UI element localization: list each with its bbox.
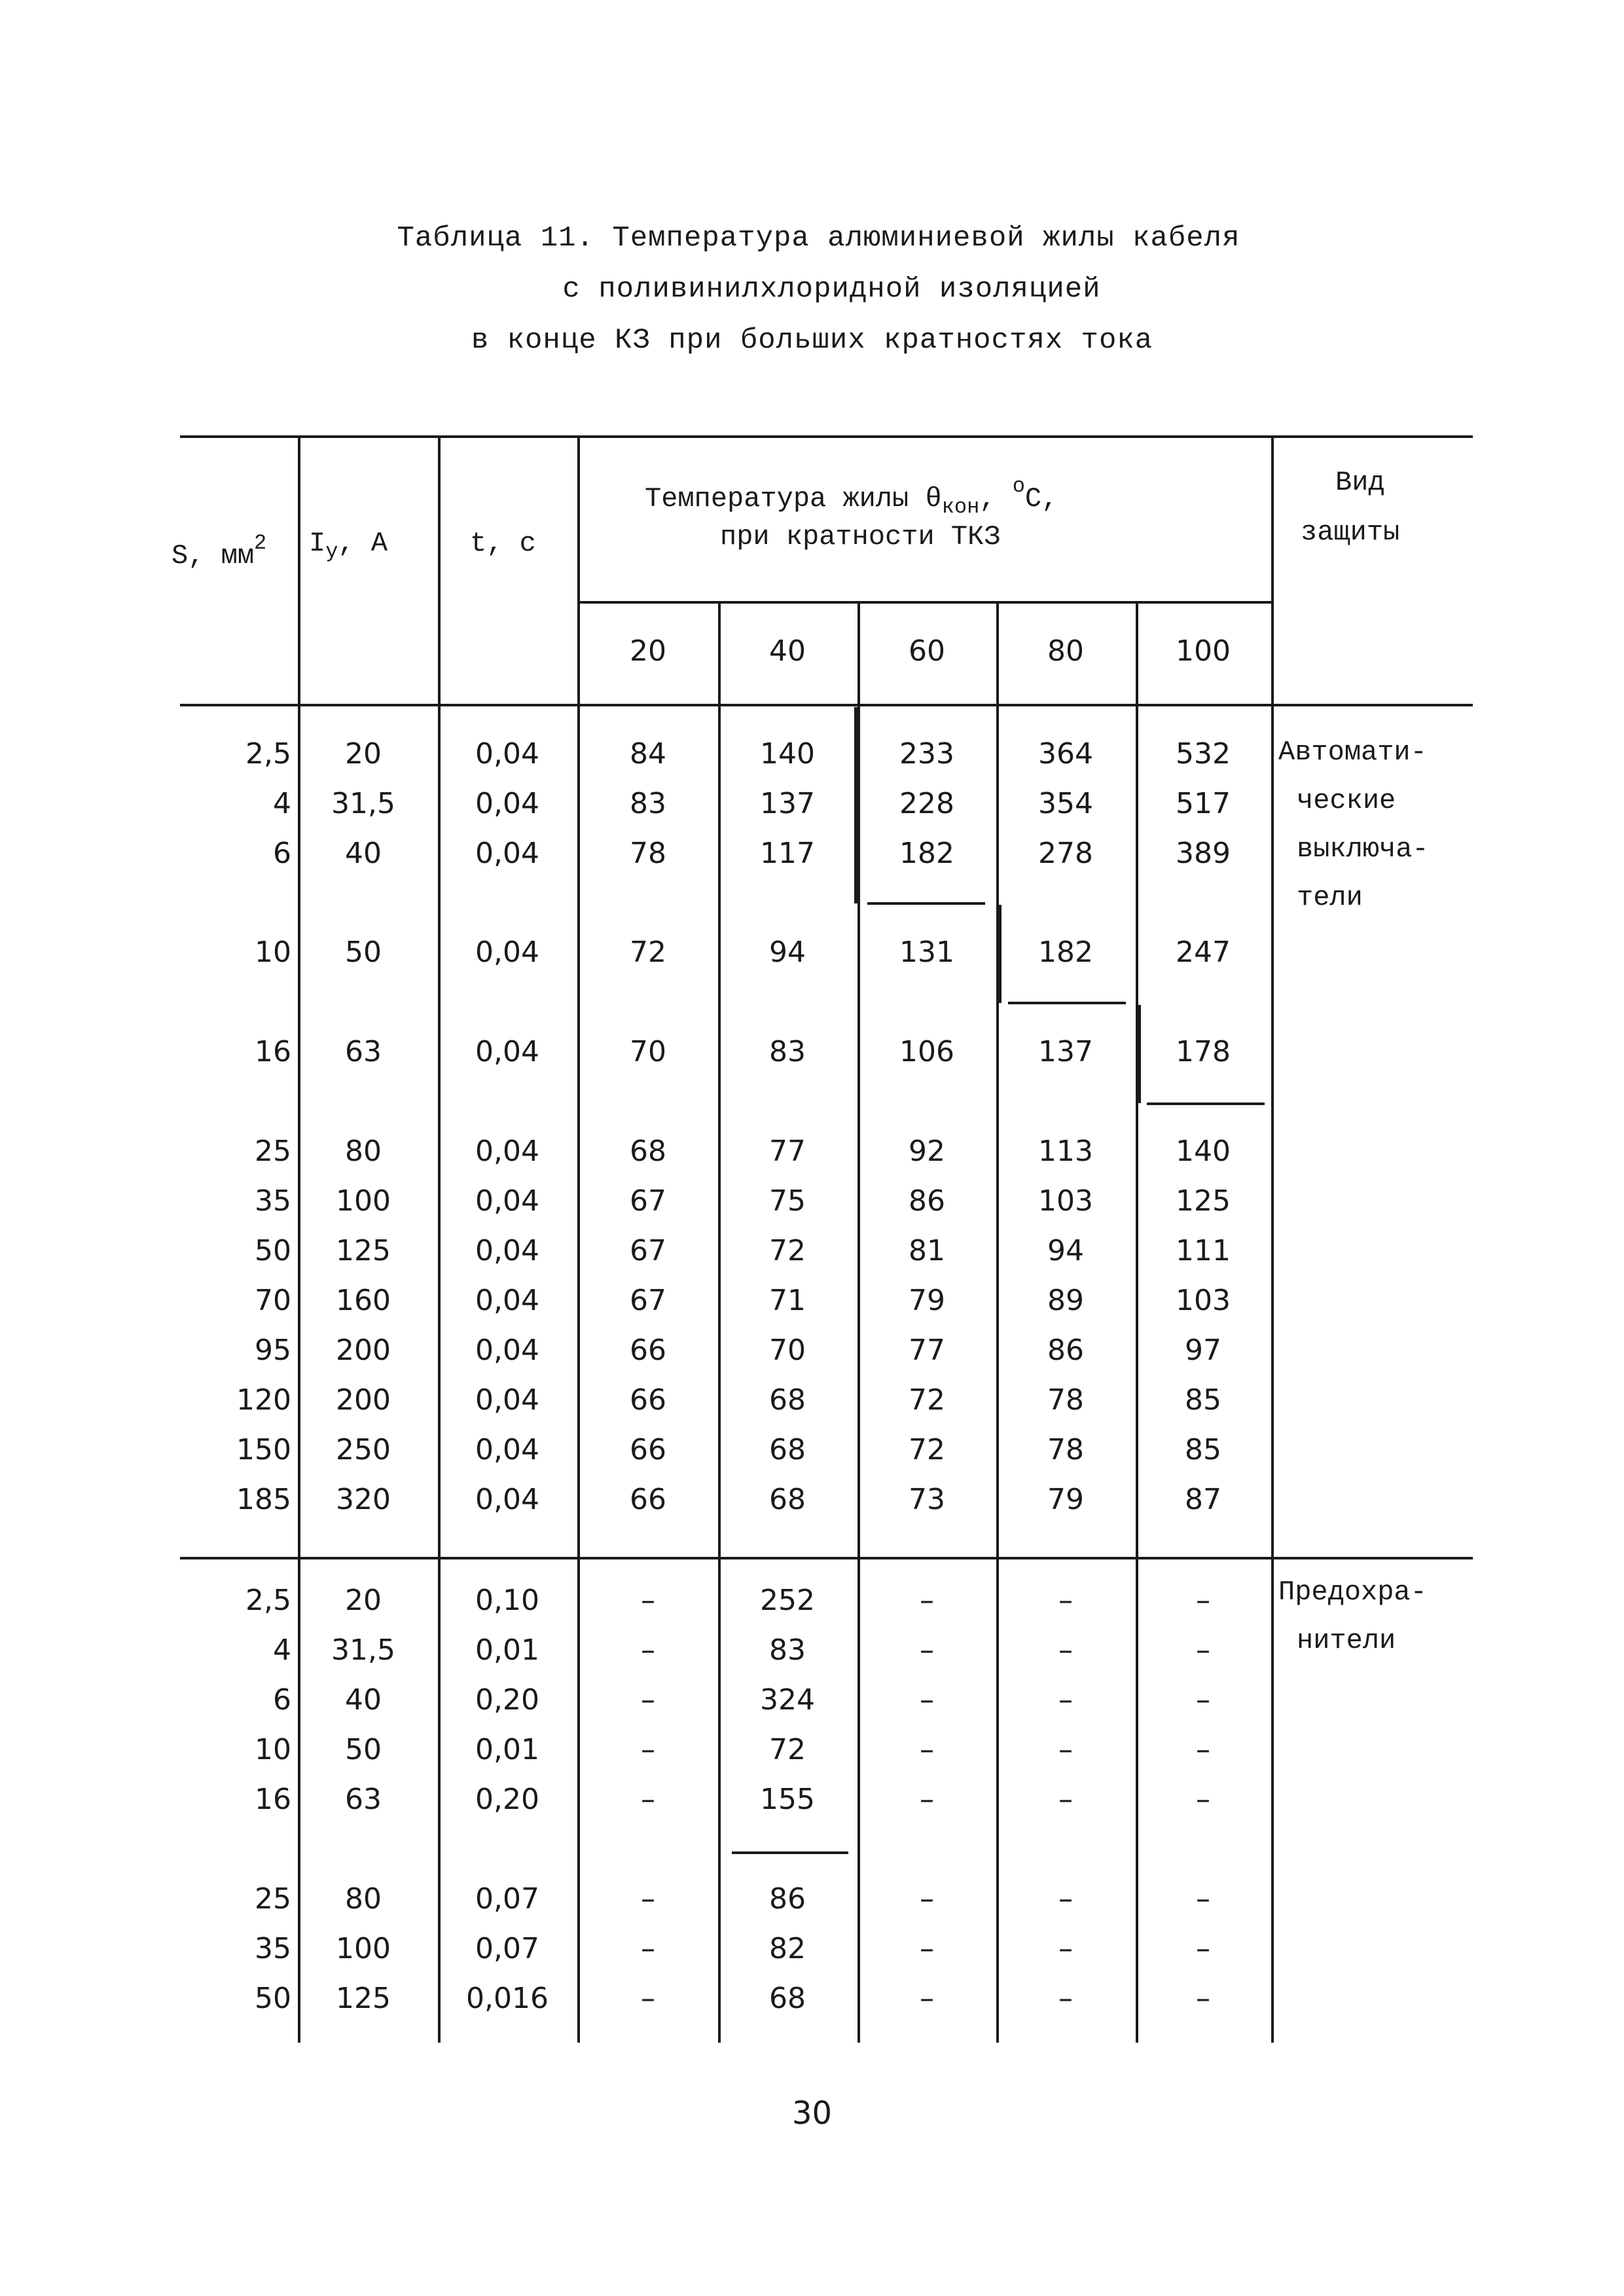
fuses-cell-temp-60: – [920, 1633, 934, 1667]
col-divider-7 [1136, 601, 1138, 2043]
step-boundary-h1 [867, 902, 985, 905]
header-temp-a: Температура жилы θ [645, 483, 942, 515]
breakers-cell-current: 20 [345, 737, 382, 771]
fuses-cell-temp-80: – [1058, 1733, 1073, 1766]
breakers-cell-temp-60: 182 [899, 837, 954, 870]
breakers-cell-temp-100: 532 [1176, 737, 1231, 771]
multiple-header-cell: 80 [1047, 634, 1084, 668]
breakers-cell-temp-100: 111 [1176, 1234, 1231, 1267]
header-t: t, c [470, 528, 536, 559]
col-divider-2 [438, 435, 441, 2043]
header-temp-c: C, [1024, 483, 1058, 515]
header-s-label: S, мм [171, 540, 255, 572]
fuses-cell-cross-section: 10 [255, 1733, 291, 1766]
breakers-cell-temp-100: 103 [1176, 1284, 1231, 1317]
protection-breakers-line: Автомати- [1278, 737, 1427, 768]
breakers-cell-cross-section: 120 [236, 1383, 291, 1417]
fuses-cell-temp-20: – [641, 1683, 655, 1717]
col-divider-1 [298, 435, 300, 2043]
fuses-cell-temp-40: 68 [769, 1982, 806, 2015]
breakers-cell-current: 50 [345, 936, 382, 969]
fuses-cell-temp-100: – [1196, 1932, 1210, 1965]
breakers-cell-temp-100: 85 [1185, 1433, 1221, 1467]
breakers-cell-temp-100: 178 [1176, 1035, 1231, 1068]
breakers-cell-time: 0,04 [475, 1383, 539, 1417]
header-bottom-rule [180, 704, 1473, 706]
breakers-cell-cross-section: 4 [273, 787, 291, 820]
fuses-cell-cross-section: 25 [255, 1882, 291, 1916]
fuses-cell-time: 0,01 [475, 1633, 539, 1667]
breakers-cell-temp-40: 70 [769, 1334, 806, 1367]
breakers-cell-time: 0,04 [475, 1433, 539, 1467]
fuses-cell-temp-40: 83 [769, 1633, 806, 1667]
step-boundary-h2 [1008, 1002, 1126, 1004]
caption-line-2: с поливинилхлоридной изоляцией [562, 273, 1101, 306]
fuses-cell-temp-40: 72 [769, 1733, 806, 1766]
breakers-cell-time: 0,04 [475, 1035, 539, 1068]
breakers-cell-temp-20: 66 [630, 1433, 666, 1467]
breakers-cell-temp-40: 94 [769, 936, 806, 969]
protection-fuses-line: Предохра- [1278, 1576, 1427, 1608]
protection-fuses [1278, 1568, 1427, 1665]
breakers-cell-temp-20: 67 [630, 1284, 666, 1317]
step-boundary-h4 [732, 1851, 848, 1854]
multiple-header-cell: 60 [909, 634, 945, 668]
breakers-cell-time: 0,04 [475, 936, 539, 969]
breakers-cell-temp-20: 83 [630, 787, 666, 820]
fuses-cell-temp-100: – [1196, 1882, 1210, 1916]
breakers-cell-temp-20: 78 [630, 837, 666, 870]
step-boundary-v3 [1138, 1005, 1141, 1103]
breakers-cell-temp-80: 94 [1047, 1234, 1084, 1267]
header-iy [309, 527, 388, 568]
breakers-cell-time: 0,04 [475, 1284, 539, 1317]
breakers-cell-temp-20: 66 [630, 1383, 666, 1417]
caption-line-3: в конце КЗ при больших кратностях тока [471, 324, 1153, 357]
col-divider-8 [1271, 435, 1274, 2043]
fuses-cell-temp-60: – [920, 1584, 934, 1617]
breakers-cell-temp-100: 140 [1176, 1135, 1231, 1168]
breakers-cell-temp-80: 113 [1038, 1135, 1093, 1168]
breakers-cell-temp-80: 182 [1038, 936, 1093, 969]
fuses-cell-temp-100: – [1196, 1733, 1210, 1766]
fuses-cell-cross-section: 6 [273, 1683, 291, 1717]
breakers-cell-current: 160 [336, 1284, 391, 1317]
breakers-cell-temp-60: 72 [909, 1433, 945, 1467]
fuses-cell-temp-60: – [920, 1733, 934, 1766]
breakers-cell-temp-80: 103 [1038, 1184, 1093, 1218]
breakers-cell-temp-60: 73 [909, 1483, 945, 1516]
fuses-cell-temp-60: – [920, 1932, 934, 1965]
breakers-cell-temp-40: 137 [760, 787, 815, 820]
header-iy-label: I [309, 528, 326, 559]
header-iy-sub: y [325, 539, 338, 564]
fuses-cell-temp-80: – [1058, 1783, 1073, 1816]
breakers-cell-temp-60: 81 [909, 1234, 945, 1267]
fuses-cell-current: 80 [345, 1882, 382, 1916]
fuses-cell-temp-20: – [641, 1733, 655, 1766]
breakers-cell-temp-60: 92 [909, 1135, 945, 1168]
fuses-cell-temp-20: – [641, 1932, 655, 1965]
breakers-cell-current: 200 [336, 1383, 391, 1417]
fuses-cell-temp-60: – [920, 1683, 934, 1717]
breakers-cell-temp-100: 87 [1185, 1483, 1221, 1516]
breakers-cell-temp-100: 247 [1176, 936, 1231, 969]
protection-breakers [1278, 728, 1429, 922]
protection-breakers-line: ческие [1297, 785, 1396, 816]
protection-breakers-line: тели [1297, 882, 1363, 913]
breakers-cell-current: 125 [336, 1234, 391, 1267]
fuses-cell-temp-40: 82 [769, 1932, 806, 1965]
breakers-cell-temp-40: 75 [769, 1184, 806, 1218]
header-temperature-line-2: при кратности ТКЗ [720, 521, 1001, 553]
breakers-cell-temp-80: 364 [1038, 737, 1093, 771]
header-s [171, 527, 266, 572]
breakers-cell-temp-60: 131 [899, 936, 954, 969]
fuses-cell-temp-80: – [1058, 1683, 1073, 1717]
fuses-cell-temp-100: – [1196, 1783, 1210, 1816]
multiple-header-cell: 100 [1176, 634, 1231, 668]
fuses-cell-temp-100: – [1196, 1584, 1210, 1617]
breakers-cell-temp-100: 125 [1176, 1184, 1231, 1218]
header-multiples-rule [577, 601, 1271, 604]
breakers-cell-temp-100: 97 [1185, 1334, 1221, 1367]
breakers-cell-temp-80: 89 [1047, 1284, 1084, 1317]
breakers-cell-current: 100 [336, 1184, 391, 1218]
breakers-cell-temp-80: 78 [1047, 1383, 1084, 1417]
breakers-cell-cross-section: 95 [255, 1334, 291, 1367]
breakers-cell-time: 0,04 [475, 1184, 539, 1218]
breakers-cell-temp-80: 78 [1047, 1433, 1084, 1467]
step-boundary-v1 [854, 707, 857, 903]
fuses-cell-time: 0,07 [475, 1882, 539, 1916]
fuses-cell-current: 50 [345, 1733, 382, 1766]
breakers-cell-temp-20: 72 [630, 936, 666, 969]
fuses-cell-time: 0,016 [466, 1982, 549, 2015]
breakers-cell-temp-40: 72 [769, 1234, 806, 1267]
breakers-cell-temp-60: 79 [909, 1284, 945, 1317]
breakers-cell-temp-60: 228 [899, 787, 954, 820]
breakers-cell-temp-80: 278 [1038, 837, 1093, 870]
breakers-cell-time: 0,04 [475, 1334, 539, 1367]
breakers-cell-temp-40: 117 [760, 837, 815, 870]
section-divider-rule [180, 1557, 1473, 1559]
fuses-cell-time: 0,10 [475, 1584, 539, 1617]
breakers-cell-temp-60: 72 [909, 1383, 945, 1417]
fuses-cell-temp-20: – [641, 1882, 655, 1916]
breakers-cell-current: 320 [336, 1483, 391, 1516]
fuses-cell-cross-section: 35 [255, 1932, 291, 1965]
breakers-cell-temp-20: 68 [630, 1135, 666, 1168]
caption-line-1: Таблица 11. Температура алюминиевой жилы кабеля [397, 222, 1240, 255]
page-number: 30 [791, 2095, 833, 2132]
breakers-cell-temp-20: 66 [630, 1483, 666, 1516]
breakers-cell-current: 200 [336, 1334, 391, 1367]
fuses-cell-time: 0,01 [475, 1733, 539, 1766]
breakers-cell-time: 0,04 [475, 787, 539, 820]
fuses-cell-temp-60: – [920, 1882, 934, 1916]
protection-fuses-line: нители [1297, 1625, 1396, 1656]
breakers-cell-temp-40: 68 [769, 1433, 806, 1467]
fuses-cell-current: 125 [336, 1982, 391, 2015]
fuses-cell-temp-80: – [1058, 1633, 1073, 1667]
header-protection-line-2: защиты [1301, 517, 1400, 548]
breakers-cell-temp-80: 79 [1047, 1483, 1084, 1516]
breakers-cell-temp-100: 389 [1176, 837, 1231, 870]
fuses-cell-temp-100: – [1196, 1683, 1210, 1717]
multiple-header-cell: 20 [630, 634, 666, 668]
breakers-cell-temp-60: 77 [909, 1334, 945, 1367]
breakers-cell-current: 63 [345, 1035, 382, 1068]
fuses-cell-time: 0,20 [475, 1683, 539, 1717]
fuses-cell-temp-40: 252 [760, 1584, 815, 1617]
table-top-rule [180, 435, 1473, 438]
breakers-cell-cross-section: 50 [255, 1234, 291, 1267]
breakers-cell-temp-40: 68 [769, 1383, 806, 1417]
breakers-cell-cross-section: 35 [255, 1184, 291, 1218]
breakers-cell-temp-20: 84 [630, 737, 666, 771]
col-divider-3 [577, 435, 580, 2043]
fuses-cell-current: 20 [345, 1584, 382, 1617]
breakers-cell-temp-80: 137 [1038, 1035, 1093, 1068]
multiple-header-cell: 40 [769, 634, 806, 668]
breakers-cell-temp-40: 68 [769, 1483, 806, 1516]
fuses-cell-temp-80: – [1058, 1932, 1073, 1965]
fuses-cell-current: 40 [345, 1683, 382, 1717]
header-temp-sup: o [1012, 474, 1025, 498]
protection-breakers-line: выключа- [1297, 833, 1429, 865]
breakers-cell-temp-80: 86 [1047, 1334, 1084, 1367]
fuses-cell-temp-20: – [641, 1783, 655, 1816]
breakers-cell-cross-section: 70 [255, 1284, 291, 1317]
fuses-cell-time: 0,07 [475, 1932, 539, 1965]
breakers-cell-temp-40: 71 [769, 1284, 806, 1317]
breakers-cell-time: 0,04 [475, 737, 539, 771]
fuses-cell-current: 31,5 [331, 1633, 395, 1667]
header-temp-sub: кон [941, 495, 980, 519]
fuses-cell-time: 0,20 [475, 1783, 539, 1816]
breakers-cell-current: 80 [345, 1135, 382, 1168]
table-caption [0, 213, 1624, 366]
breakers-cell-temp-40: 83 [769, 1035, 806, 1068]
breakers-cell-cross-section: 185 [236, 1483, 291, 1516]
breakers-cell-time: 0,04 [475, 837, 539, 870]
fuses-cell-cross-section: 2,5 [245, 1584, 291, 1617]
header-temperature-line-1 [645, 470, 1058, 524]
col-divider-5 [857, 601, 860, 2043]
breakers-cell-temp-40: 140 [760, 737, 815, 771]
fuses-cell-temp-40: 86 [769, 1882, 806, 1916]
breakers-cell-cross-section: 150 [236, 1433, 291, 1467]
breakers-cell-cross-section: 10 [255, 936, 291, 969]
fuses-cell-cross-section: 16 [255, 1783, 291, 1816]
fuses-cell-temp-40: 155 [760, 1783, 815, 1816]
breakers-cell-cross-section: 16 [255, 1035, 291, 1068]
breakers-cell-current: 250 [336, 1433, 391, 1467]
fuses-cell-cross-section: 50 [255, 1982, 291, 2015]
header-temp-b: , [979, 483, 1013, 515]
step-boundary-v2 [998, 905, 1001, 1003]
fuses-cell-current: 100 [336, 1932, 391, 1965]
step-boundary-h3 [1147, 1102, 1265, 1105]
col-divider-6 [996, 601, 999, 2043]
fuses-cell-temp-20: – [641, 1633, 655, 1667]
fuses-cell-current: 63 [345, 1783, 382, 1816]
col-divider-4 [718, 601, 721, 2043]
breakers-cell-time: 0,04 [475, 1234, 539, 1267]
breakers-cell-temp-100: 517 [1176, 787, 1231, 820]
fuses-cell-cross-section: 4 [273, 1633, 291, 1667]
fuses-cell-temp-20: – [641, 1982, 655, 2015]
fuses-cell-temp-60: – [920, 1982, 934, 2015]
fuses-cell-temp-80: – [1058, 1882, 1073, 1916]
header-s-sup: 2 [254, 531, 267, 555]
header-protection-line-1: Вид [1335, 467, 1385, 498]
breakers-cell-time: 0,04 [475, 1135, 539, 1168]
breakers-cell-temp-60: 106 [899, 1035, 954, 1068]
fuses-cell-temp-20: – [641, 1584, 655, 1617]
breakers-cell-temp-60: 86 [909, 1184, 945, 1218]
breakers-cell-cross-section: 2,5 [245, 737, 291, 771]
breakers-cell-temp-60: 233 [899, 737, 954, 771]
breakers-cell-cross-section: 6 [273, 837, 291, 870]
breakers-cell-temp-20: 66 [630, 1334, 666, 1367]
fuses-cell-temp-100: – [1196, 1633, 1210, 1667]
header-iy-unit: , A [338, 528, 388, 559]
fuses-cell-temp-100: – [1196, 1982, 1210, 2015]
fuses-cell-temp-40: 324 [760, 1683, 815, 1717]
breakers-cell-temp-80: 354 [1038, 787, 1093, 820]
breakers-cell-current: 40 [345, 837, 382, 870]
breakers-cell-temp-100: 85 [1185, 1383, 1221, 1417]
fuses-cell-temp-80: – [1058, 1584, 1073, 1617]
breakers-cell-temp-20: 70 [630, 1035, 666, 1068]
fuses-cell-temp-60: – [920, 1783, 934, 1816]
breakers-cell-cross-section: 25 [255, 1135, 291, 1168]
fuses-cell-temp-80: – [1058, 1982, 1073, 2015]
breakers-cell-temp-40: 77 [769, 1135, 806, 1168]
breakers-cell-current: 31,5 [331, 787, 395, 820]
breakers-cell-temp-20: 67 [630, 1234, 666, 1267]
breakers-cell-time: 0,04 [475, 1483, 539, 1516]
breakers-cell-temp-20: 67 [630, 1184, 666, 1218]
